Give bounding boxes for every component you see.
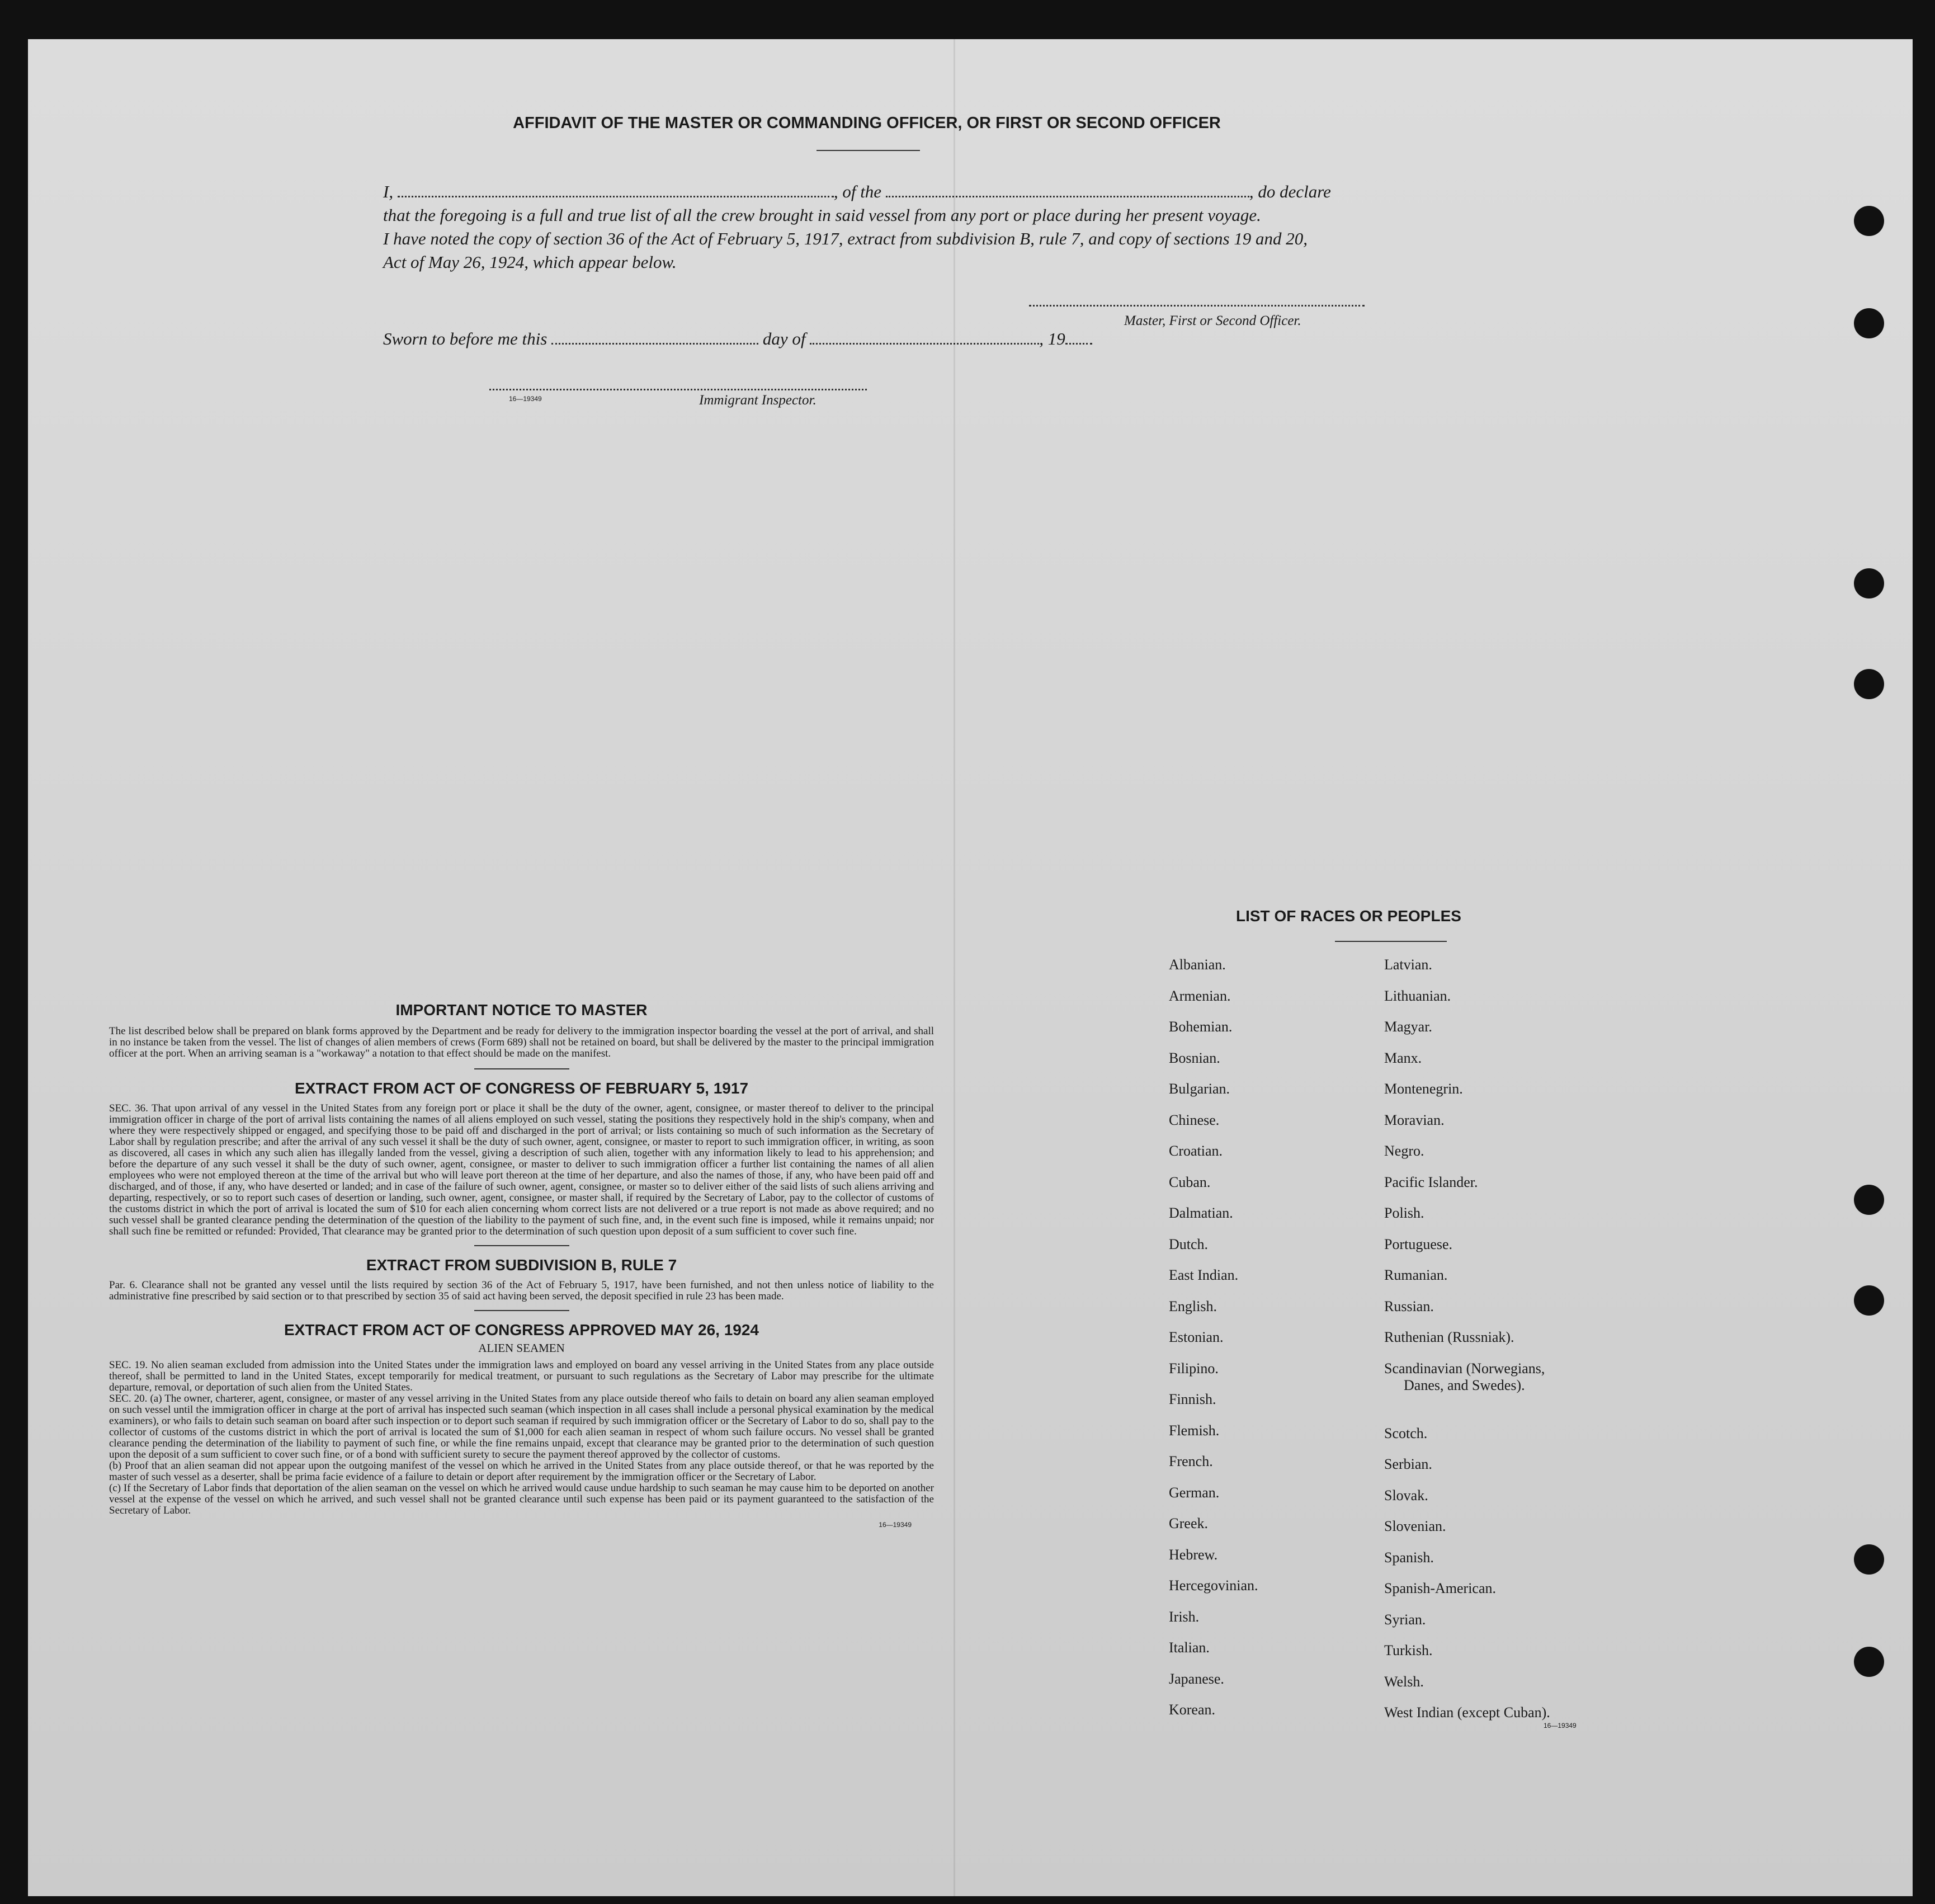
race-left: Bulgarian.	[1169, 1081, 1230, 1097]
binder-hole	[1854, 1285, 1884, 1316]
race-left: Greek.	[1169, 1515, 1209, 1531]
races-title: LIST OF RACES OR PEOPLES	[1236, 907, 1461, 925]
race-right: Polish.	[1384, 1205, 1424, 1221]
sec-19-body: SEC. 19. No alien seaman excluded from admission into the United States under the immigration laws and employed on board any vessel arriving in the United States from any place outside thereof, shall be permitted to land in the United States, except temporarily for medical treatment, or pursuant to such regulations as the Secretary of Labor may prescribe for the ultimate departure, removal, or deportation of such alien from the United States.	[109, 1359, 934, 1393]
race-right: Scandinavian (Norwegians,	[1384, 1360, 1545, 1377]
race-right: Montenegrin.	[1384, 1081, 1463, 1097]
race-right: Latvian.	[1384, 956, 1432, 973]
vessel-name-field[interactable]	[886, 195, 1249, 197]
rule-7-title: EXTRACT FROM SUBDIVISION B, RULE 7	[366, 1256, 677, 1274]
races-title-rule	[1335, 941, 1447, 942]
extract-1924-title: EXTRACT FROM ACT OF CONGRESS APPROVED MAY 26, 1924	[284, 1321, 759, 1339]
sec-20c-body: (c) If the Secretary of Labor finds that deportation of the alien seaman on the vessel on which he arrived would cause undue hardship to such seaman he may cause him to be deported on another vessel at the expense of the vessel on which he arrived, and such vessel shall not be granted clearance until such expense has been paid or its payment guaranteed to the satisfaction of the Secretary of Labor.	[109, 1482, 934, 1516]
inspector-label: Immigrant Inspector.	[699, 393, 817, 408]
section-divider	[474, 1310, 569, 1311]
race-right: Moravian.	[1384, 1112, 1445, 1128]
notice-body: The list described below shall be prepared on blank forms approved by the Department and be ready for delivery to the immigration inspector boarding the vessel at the port of arrival, and shall in no instance be taken from the vessel. The list of changes of alien members of crews (Form 689) shall not be retained on board, but shall be delivered by the master to the principal immigration officer at the port. When an arriving seaman is a "workaway" a notation to that effect should be made on the manifest.	[109, 1025, 934, 1059]
declaration-line-3: I have noted the copy of section 36 of the Act of February 5, 1917, extract from subdivision B, rule 7, and copy of sections 19 and 20,	[383, 229, 1308, 248]
race-left: Dutch.	[1169, 1236, 1209, 1252]
section-divider	[474, 1068, 569, 1069]
declaration-line-4: Act of May 26, 1924, which appear below.	[383, 252, 677, 272]
sworn-year-field[interactable]	[1065, 342, 1092, 345]
affidavit-title: AFFIDAVIT OF THE MASTER OR COMMANDING OFFICER, OR FIRST OR SECOND OFFICER	[513, 114, 1221, 132]
binder-hole	[1854, 568, 1884, 598]
race-left: Bohemian.	[1169, 1019, 1233, 1035]
alien-seamen-subtitle: ALIEN SEAMEN	[478, 1341, 565, 1355]
race-left: Hercegovinian.	[1169, 1577, 1258, 1594]
binder-hole	[1854, 308, 1884, 338]
race-left: Croatian.	[1169, 1143, 1223, 1159]
declarant-name-field[interactable]	[398, 195, 834, 197]
declarant-prefix: I,	[383, 182, 394, 201]
declaration-line-2: that the foregoing is a full and true list of all the crew brought in said vessel from any port or place during her present voyage.	[383, 205, 1261, 225]
do-declare-label: , do declare	[1249, 182, 1331, 201]
of-the-label: , of the	[833, 182, 882, 201]
race-right: Turkish.	[1384, 1642, 1433, 1658]
race-right: Spanish-American.	[1384, 1580, 1497, 1596]
binder-hole	[1854, 669, 1884, 699]
race-left: Finnish.	[1169, 1391, 1216, 1407]
race-right: Portuguese.	[1384, 1236, 1453, 1252]
race-right: Negro.	[1384, 1143, 1424, 1159]
notice-title: IMPORTANT NOTICE TO MASTER	[395, 1001, 648, 1019]
race-right: Danes, and Swedes).	[1404, 1377, 1525, 1393]
race-left: Flemish.	[1169, 1422, 1220, 1439]
race-left: Filipino.	[1169, 1360, 1219, 1377]
race-left: Dalmatian.	[1169, 1205, 1233, 1221]
binder-hole	[1854, 1544, 1884, 1575]
rule-7-body: Par. 6. Clearance shall not be granted any vessel until the lists required by section 36 of the Act of February 5, 1917, have been furnished, and not then unless notice of liability to the administrative fine prescribed by said section or to that prescribed by section 35 of said act having been served, the deposit specified in rule 23 has been made.	[109, 1279, 934, 1302]
title-rule	[817, 150, 920, 151]
race-right: Manx.	[1384, 1050, 1422, 1066]
race-right: Slovenian.	[1384, 1518, 1446, 1534]
race-right: Syrian.	[1384, 1611, 1426, 1628]
day-of-label: day of	[762, 329, 806, 348]
race-left: French.	[1169, 1453, 1213, 1469]
section-divider	[474, 1245, 569, 1246]
race-left: Chinese.	[1169, 1112, 1220, 1128]
fold-crease	[954, 39, 955, 1896]
race-right: Ruthenian (Russniak).	[1384, 1329, 1514, 1345]
legal-notices	[109, 1001, 934, 1529]
year-prefix: , 19	[1039, 329, 1065, 348]
binder-hole	[1854, 206, 1884, 236]
form-number-top: 16—19349	[509, 395, 542, 403]
race-left: German.	[1169, 1484, 1220, 1501]
document-page	[28, 39, 1913, 1896]
sec-20a-body: SEC. 20. (a) The owner, charterer, agent, consignee, or master of any vessel arriving in the United States from any place outside thereof who fails to detain on board any alien seaman employed on such vessel until the immigration officer in charge at the port of arrival has inspected such seaman (which inspection in all cases shall include a personal physical examination by the medical examiners), or who fails to detain such seaman on board after such inspection or to deport such seaman if required by such immigration officer or the Secretary of Labor to do so, shall pay to the collector of customs of the customs district in which the port of arrival is located the sum of $1,000 for each alien seaman in respect of whom such failure occurs. No vessel shall be granted clearance pending the determination of the liability to payment of such fine, or while the fine remains unpaid, except that clearance may be granted prior to the determination of such question upon the deposit of a sum sufficient to cover such fine, or of a bond with sufficient surety to secure the payment thereof approved by the collector of customs.	[109, 1393, 934, 1460]
race-left: English.	[1169, 1298, 1217, 1314]
binder-hole	[1854, 1185, 1884, 1215]
race-right: Pacific Islander.	[1384, 1174, 1478, 1190]
race-left: Japanese.	[1169, 1671, 1224, 1687]
race-right: Serbian.	[1384, 1456, 1432, 1472]
race-right: Welsh.	[1384, 1674, 1424, 1690]
inspector-signature-field[interactable]	[489, 388, 867, 390]
race-right: Scotch.	[1384, 1425, 1428, 1441]
form-number-bottom-left: 16—19349	[879, 1521, 912, 1529]
master-signature-field[interactable]	[1029, 304, 1365, 307]
extract-1917-body: SEC. 36. That upon arrival of any vessel in the United States from any foreign port or place it shall be the duty of the owner, agent, consignee, or master thereof to deliver to the principal immigration officer in charge of the port of arrival lists containing the names of all aliens employed on such vessel, stating the positions they respectively hold in the ship's company, when and where they were respectively shipped or engaged, and specifying those to be paid off and discharged in the port of arrival; or lists containing so much of such information as the Secretary of Labor shall by regulation prescribe; and after the arrival of any such vessel it shall be the duty of such owner, agent, consignee, or master to report to such immigration officer, in writing, as soon as discovered, all cases in which any such alien has illegally landed from the vessel, giving a description of such alien, together with any information likely to lead to his apprehension; and before the departure of any such vessel it shall be the duty of such owner, agent, consignee, or master to deliver to such immigration officer a further list containing the names of all alien employees who were not employed thereon at the time of the arrival but who will leave port thereon at the time of her departure, and also the names of those, if any, who have been paid off and discharged, and of those, if any, who have deserted or landed; and in case of the failure of such owner, agent, consignee, or master so to deliver either of the said lists of such aliens arriving and departing, respectively, or so to report such cases of desertion or landing, such owner, agent, consignee, or master shall, if required by the Secretary of Labor, pay to the collector of customs of the customs district in which the port of arrival is located the sum of $10 for each alien concerning whom correct lists are not delivered or a true report is not made as above required; and no such vessel shall be granted clearance pending the determination of the question of the liability to the payment of such fine, and, in the event such fine is imposed, while it remains unpaid; nor shall such fine be remitted or refunded: Provided, That clearance may be granted prior to the determination of such question upon deposit of a sum sufficient to cover such fine.	[109, 1102, 934, 1237]
race-right: Russian.	[1384, 1298, 1434, 1314]
sworn-day-field[interactable]	[551, 342, 758, 345]
affidavit-declaration	[383, 180, 1451, 274]
race-left: Armenian.	[1169, 988, 1231, 1004]
sworn-label: Sworn to before me this	[383, 329, 548, 348]
race-left: East Indian.	[1169, 1267, 1239, 1283]
race-left: Estonian.	[1169, 1329, 1224, 1345]
race-right: Magyar.	[1384, 1019, 1432, 1035]
binder-hole	[1854, 1647, 1884, 1677]
race-left: Cuban.	[1169, 1174, 1211, 1190]
race-left: Albanian.	[1169, 956, 1226, 973]
sec-20b-body: (b) Proof that an alien seaman did not appear upon the outgoing manifest of the vessel on which he arrived in the United States from any place outside thereof, or that he was reported by the master of such vessel as a deserter, shall be prima facie evidence of a failure to detain or deport after requirement by the immigration officer or the Secretary of Labor.	[109, 1460, 934, 1483]
race-right: Spanish.	[1384, 1549, 1434, 1566]
sworn-month-field[interactable]	[810, 342, 1039, 345]
declaration-line-1	[383, 180, 1451, 204]
race-left: Irish.	[1169, 1609, 1200, 1625]
form-number-bottom-right: 16—19349	[1544, 1722, 1577, 1729]
race-left: Italian.	[1169, 1639, 1210, 1656]
race-right: Lithuanian.	[1384, 988, 1451, 1004]
race-left: Bosnian.	[1169, 1050, 1220, 1066]
sworn-line	[383, 329, 1092, 349]
race-left: Korean.	[1169, 1702, 1216, 1718]
race-right: Slovak.	[1384, 1487, 1428, 1504]
master-signature-label: Master, First or Second Officer.	[1124, 313, 1301, 328]
race-right: West Indian (except Cuban).	[1384, 1704, 1550, 1721]
race-left: Hebrew.	[1169, 1547, 1218, 1563]
race-right: Rumanian.	[1384, 1267, 1448, 1283]
extract-1917-title: EXTRACT FROM ACT OF CONGRESS OF FEBRUARY 5, 1917	[294, 1080, 749, 1097]
